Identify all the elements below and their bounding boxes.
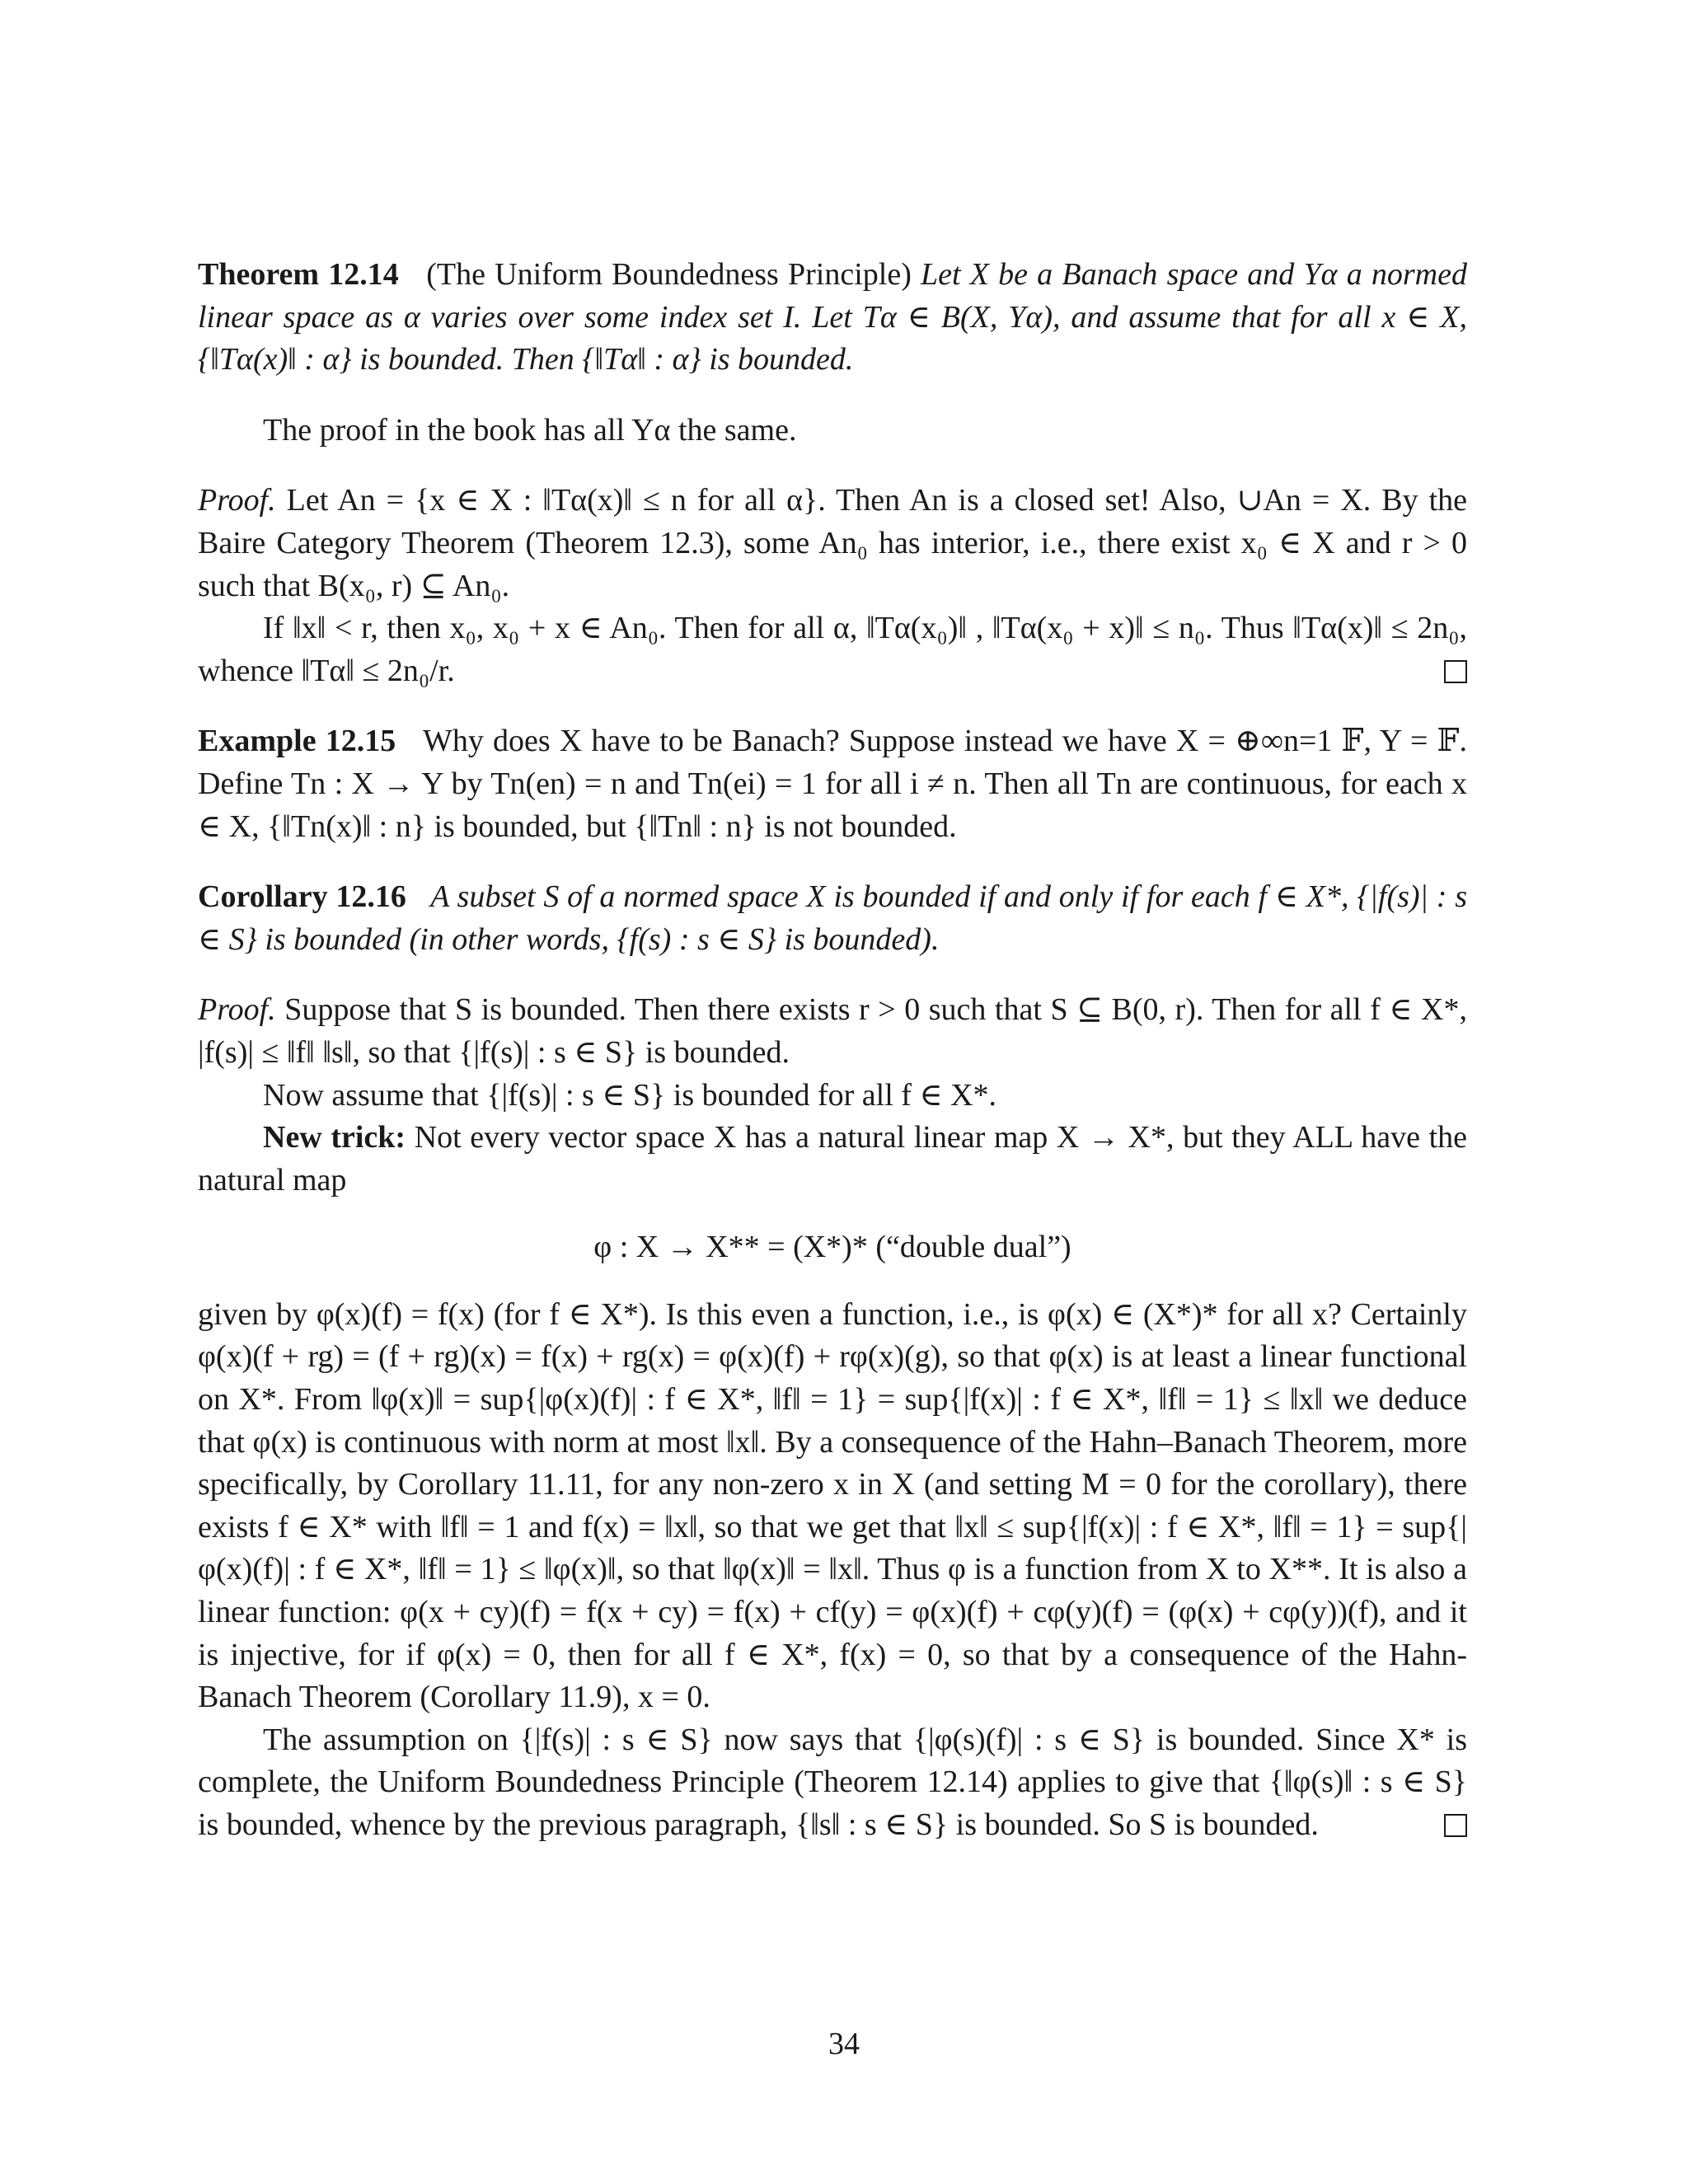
proof-text: The assumption on {|f(s)| : s ∈ S} now says that {|φ(s)(f)| : s ∈ S} is bounded. Since X* is complete, the Uniform Boundedness Principle (Theorem 12.14) applies to give that {‖φ(s)‖ : s ∈ S} is bounded, whence by the previous paragraph, {‖s‖ : s ∈ S} is bounded. So S is bounded. [198, 1722, 1467, 1842]
proof-2-para-3: given by φ(x)(f) = f(x) (for f ∈ X*). Is this even a function, i.e., is φ(x) ∈ (X*)* for all x? Certainly φ(x)(f + rg) = (f + rg)(x) = f(x) + rg(x) = φ(x)(f) + rφ(x)(g), so that φ(x) is at least a linear functional on X*. From ‖φ(x)‖ = sup{|φ(x)(f)| : f ∈ X*, ‖f‖ = 1} = sup{|f(x)| : f ∈ X*, ‖f‖ = 1} ≤ ‖x‖ we deduce that φ(x) is continuous with norm at most ‖x‖. By a consequence of the Hahn–Banach Theorem, more specifically, by Corollary 11.11, for any non-zero x in X (and setting M = 0 for the corollary), there exists f ∈ X* with ‖f‖ = 1 and f(x) = ‖x‖, so that we get that ‖x‖ ≤ sup{|f(x)| : f ∈ X*, ‖f‖ = 1} = sup{|φ(x)(f)| : f ∈ X*, ‖f‖ = 1} ≤ ‖φ(x)‖, so that ‖φ(x)‖ = ‖x‖. Thus φ is a function from X to X**. It is also a linear function: φ(x + cy)(f) = f(x + cy) = f(x) + cf(y) = φ(x)(f) + cφ(y)(f) = (φ(x) + cφ(y))(f), and it is injective, for if φ(x) = 0, then for all f ∈ X*, f(x) = 0, so that by a consequence of the Hahn-Banach Theorem (Corollary 11.9), x = 0. [198, 1296, 1467, 1715]
new-trick-text: Not every vector space X has a natural linear map X → X*, but they ALL have the natural map [198, 1120, 1467, 1197]
corollary-statement: A subset S of a normed space X is bounded if and only if for each f ∈ X*, {|f(s)| : s ∈ S} is bounded (in other words, {f(s) : s ∈ S} is bounded). [198, 879, 1468, 957]
theorem-12-14 [198, 254, 1467, 382]
theorem-subtitle: (The Uniform Boundedness Principle) [426, 257, 912, 292]
theorem-heading: Theorem 12.14 [198, 257, 399, 292]
example-12-15 [198, 720, 1467, 848]
new-trick-para [198, 1117, 1467, 1202]
corollary-heading: Corollary 12.16 [198, 879, 406, 915]
remark-text: The proof in the book has all Yα the same. [263, 412, 797, 448]
proof-2-para-2: Now assume that {|f(s)| : s ∈ S} is bounded for all f ∈ X*. [263, 1077, 997, 1113]
corollary-12-16 [198, 876, 1467, 961]
proof-text: Suppose that S is bounded. Then there exists r > 0 such that S ⊆ B(0, r). Then for all f ∈ X*, |f(s)| ≤ ‖f‖ ‖s‖, so that {|f(s)| : s ∈ S} is bounded. [198, 992, 1468, 1070]
proof-1-para-1 [198, 480, 1467, 607]
proof-text: Let An = {x ∈ X : ‖Tα(x)‖ ≤ n for all α}. Then An is a closed set! Also, ∪An = X. By the Baire Category Theorem (Theorem 12.3), some An₀ has interior, i.e., there exist x₀ ∈ X and r > 0 such that B(x₀, r) ⊆ An₀. [198, 483, 1467, 603]
proof-2-para-1 [198, 989, 1467, 1074]
proof-2-para-4 [198, 1719, 1467, 1847]
example-text: Why does X have to be Banach? Suppose instead we have X = ⊕∞n=1 𝔽, Y = 𝔽. Define Tn : X → Y by Tn(en) = n and Tn(ei) = 1 for all i ≠ n. Then all Tn are continuous, for each x ∈ X, {‖Tn(x)‖ : n} is bounded, but {‖Tn‖ : n} is not bounded. [198, 724, 1467, 844]
proof-label: Proof. [198, 992, 276, 1028]
proof-1-para-2 [198, 607, 1467, 692]
display-equation: φ : X → X** = (X*)* (“double dual”) [593, 1230, 1071, 1265]
new-trick-heading: New trick: [263, 1120, 406, 1155]
qed-icon [1444, 660, 1467, 683]
example-heading: Example 12.15 [198, 724, 396, 759]
proof-text: If ‖x‖ < r, then x₀, x₀ + x ∈ An₀. Then for all α, ‖Tα(x₀)‖ , ‖Tα(x₀ + x)‖ ≤ n₀. Thus ‖Tα(x)‖ ≤ 2n₀, whence ‖Tα‖ ≤ 2n₀/r. [198, 611, 1467, 688]
proof-label: Proof. [198, 483, 276, 518]
qed-icon [1444, 1814, 1467, 1837]
page-content [198, 254, 1467, 1847]
theorem-statement: Let X be a Banach space and Yα a normed linear space as α varies over some index set I. Let Tα ∈ B(X, Yα), and assume that for all x ∈ X, {‖Tα(x)‖ : α} is bounded. Then {‖Tα‖ : α} is bounded. [198, 257, 1467, 377]
page-number: 34 [828, 2027, 860, 2061]
